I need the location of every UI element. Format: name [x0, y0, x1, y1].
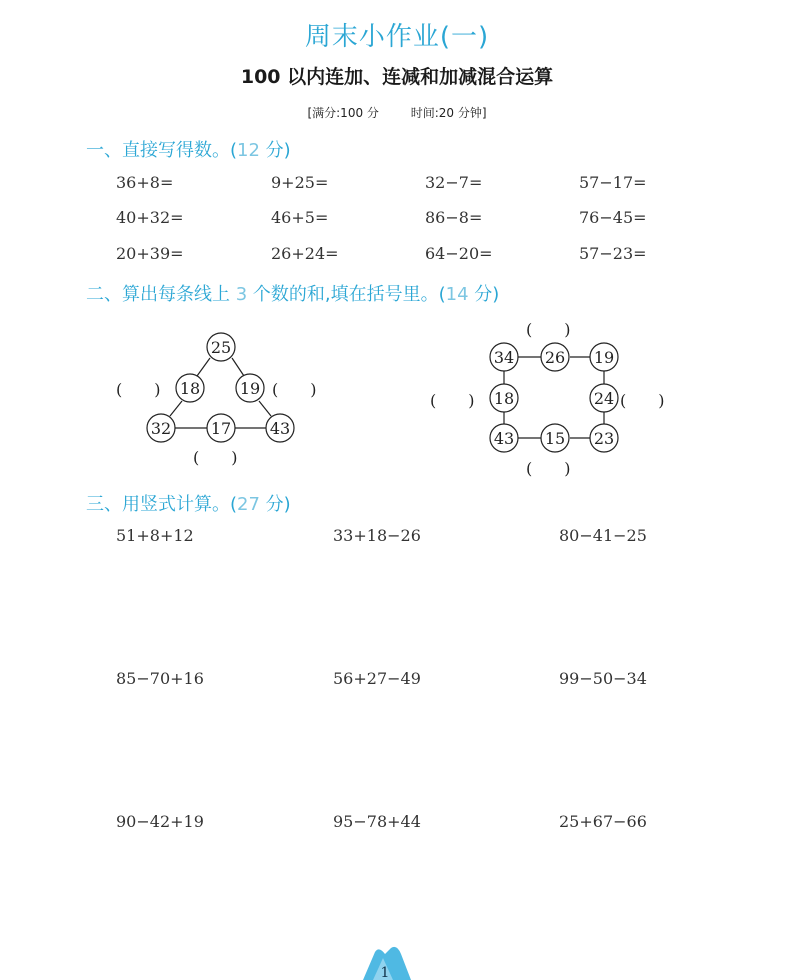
node-value: 17 [210, 419, 232, 438]
square-node [541, 343, 569, 371]
node-value: 25 [210, 338, 232, 357]
answer-blank[interactable]: ( ) [193, 448, 238, 467]
node-value: 18 [493, 389, 515, 408]
calc-item: 57−23= [579, 244, 647, 263]
triangle-node [266, 414, 294, 442]
section-3-heading: 三、用竖式计算。(27 分) [86, 494, 291, 515]
node-value: 24 [593, 389, 615, 408]
answer-blank[interactable]: ( ) [526, 320, 571, 339]
triangle-node [236, 374, 264, 402]
square-node [490, 384, 518, 412]
calc-item: 36+8= [116, 173, 174, 192]
vertical-calc-item: 99−50−34 [559, 669, 647, 688]
node-value: 15 [544, 429, 566, 448]
square-node [541, 424, 569, 452]
node-value: 19 [593, 348, 615, 367]
section-1-points: 12 [237, 140, 260, 161]
calc-item: 64−20= [425, 244, 493, 263]
node-value: 18 [179, 379, 201, 398]
calc-item: 86−8= [425, 208, 483, 227]
square-node [590, 384, 618, 412]
node-value: 26 [544, 348, 566, 367]
time-limit: 时间:20 分钟] [410, 106, 487, 120]
node-value: 34 [493, 348, 515, 367]
answer-blank[interactable]: ( ) [620, 391, 665, 410]
vertical-calc-item: 80−41−25 [559, 526, 647, 545]
square-node [490, 424, 518, 452]
calc-item: 57−17= [579, 173, 647, 192]
node-value: 19 [239, 379, 261, 398]
square-node [490, 343, 518, 371]
calc-item: 76−45= [579, 208, 647, 227]
node-value: 43 [269, 419, 291, 438]
section-2-count: 3 [235, 284, 248, 305]
page-number-badge [357, 944, 417, 980]
triangle-node [147, 414, 175, 442]
full-score: [满分:100 分 [307, 106, 379, 120]
triangle-node [207, 333, 235, 361]
vertical-calc-item: 56+27−49 [333, 669, 421, 688]
section-2-heading: 二、算出每条线上 3 个数的和,填在括号里。(14 分) [86, 284, 500, 305]
page-number: 1 [380, 965, 390, 980]
section-3-points: 27 [237, 494, 260, 515]
triangle-node [207, 414, 235, 442]
calc-item: 32−7= [425, 173, 483, 192]
answer-blank[interactable]: ( ) [526, 459, 571, 478]
triangle-node [176, 374, 204, 402]
answer-blank[interactable]: ( ) [272, 380, 317, 399]
vertical-calc-item: 33+18−26 [333, 526, 421, 545]
answer-blank[interactable]: ( ) [430, 391, 475, 410]
calc-item: 20+39= [116, 244, 184, 263]
answer-blank[interactable]: ( ) [116, 380, 161, 399]
node-value: 43 [493, 429, 515, 448]
page-title: 周末小作业(一) [304, 22, 490, 52]
section-1-heading: 一、直接写得数。(12 分) [86, 140, 291, 161]
square-node [590, 424, 618, 452]
page-subtitle: 100 以内连加、连减和加减混合运算 [240, 66, 554, 88]
calc-item: 9+25= [271, 173, 329, 192]
vertical-calc-item: 51+8+12 [116, 526, 194, 545]
vertical-calc-item: 85−70+16 [116, 669, 204, 688]
calc-item: 26+24= [271, 244, 339, 263]
section-2-points: 14 [445, 284, 469, 305]
vertical-calc-item: 95−78+44 [333, 812, 421, 831]
calc-item: 40+32= [116, 208, 184, 227]
node-value: 32 [150, 419, 172, 438]
node-value: 23 [593, 429, 615, 448]
vertical-calc-item: 90−42+19 [116, 812, 204, 831]
square-node [590, 343, 618, 371]
vertical-calc-item: 25+67−66 [559, 812, 647, 831]
calc-item: 46+5= [271, 208, 329, 227]
